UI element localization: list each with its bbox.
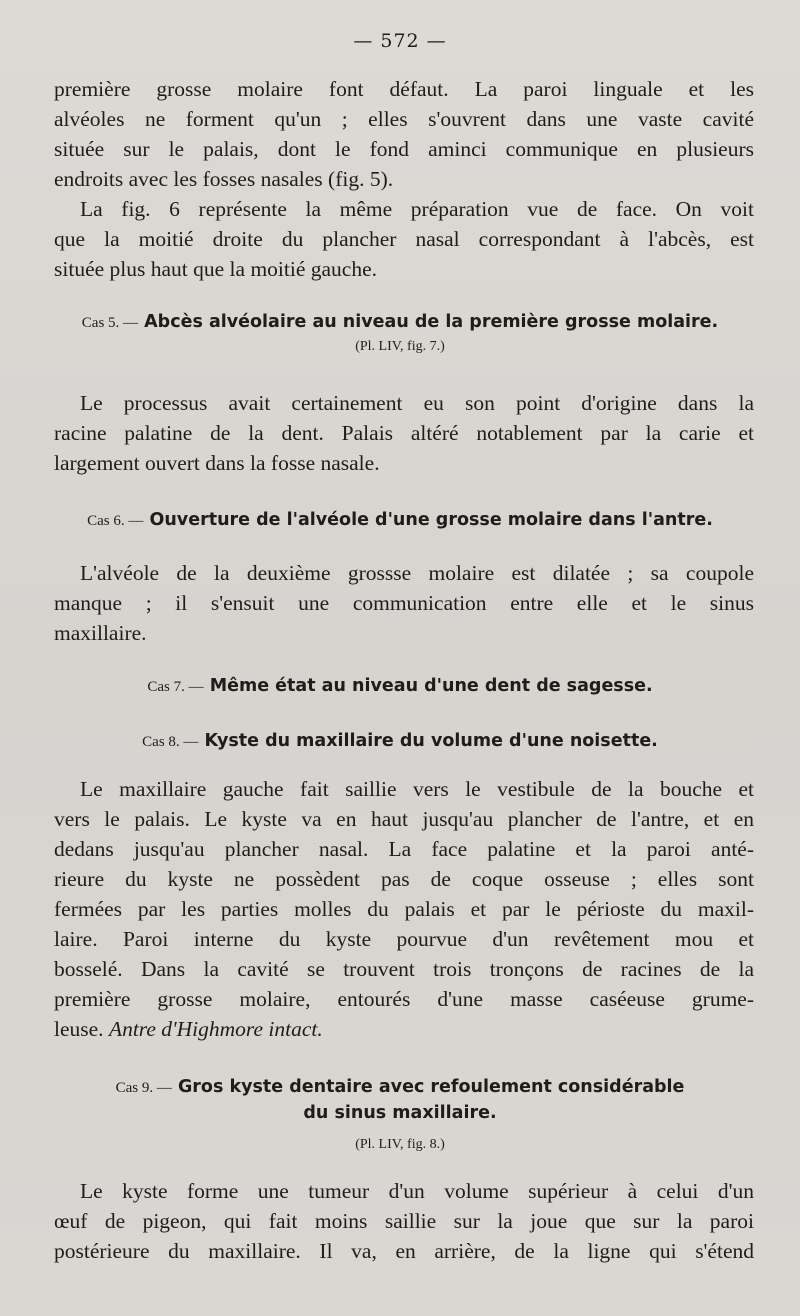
case-5-plate-ref: (Pl. LIV, fig. 7.): [355, 339, 445, 354]
text-line: Le processus avait certainement eu son point d'origine dans la: [80, 391, 754, 415]
paragraph-3: [54, 388, 754, 478]
case-title: Même état au niveau d'une dent de sagesse.: [209, 676, 653, 696]
italic-text: Antre d'Highmore intact.: [108, 1017, 323, 1041]
text-line: située plus haut que la moitié gauche.: [54, 257, 378, 281]
text-line: bosselé. Dans la cavité se trouvent trois tronçons de racines de la: [54, 957, 754, 981]
text-line: racine palatine de la dent. Palais altéré notablement par la carie et: [54, 421, 754, 445]
text-line: Le kyste forme une tumeur d'un volume supérieur à celui d'un: [80, 1179, 754, 1203]
page-number: — 572 —: [353, 30, 447, 52]
text-line: fermées par les parties molles du palais et par le périoste du maxil-: [54, 897, 754, 921]
case-label: Cas 6. —: [87, 513, 144, 529]
text-line: postérieure du maxillaire. Il va, en arrière, de la ligne qui s'étend: [54, 1239, 754, 1263]
text-line: laire. Paroi interne du kyste pourvue d'un revêtement mou et: [54, 927, 754, 951]
case-6-heading: [0, 508, 800, 533]
case-7-heading: [0, 674, 800, 699]
text-line: [54, 1014, 754, 1044]
text-line: Le maxillaire gauche fait saillie vers le vestibule de la bouche et: [80, 777, 754, 801]
paragraph-1: [54, 74, 754, 194]
text-line: endroits avec les fosses nasales (fig. 5).: [54, 167, 394, 191]
case-title: Gros kyste dentaire avec refoulement considérable: [177, 1077, 685, 1097]
case-8-heading: [0, 729, 800, 754]
paragraph-4: [54, 558, 754, 648]
text-line: première grosse molaire, entourés d'une masse caséeuse grume-: [54, 987, 754, 1011]
text-line: rieure du kyste ne possèdent pas de coque osseuse ; elles sont: [54, 867, 754, 891]
paragraph-2: [54, 194, 754, 284]
case-9-heading-line-2: du sinus maxillaire.: [303, 1103, 497, 1123]
text-line: L'alvéole de la deuxième grossse molaire est dilatée ; sa coupole: [80, 561, 754, 585]
case-title: Kyste du maxillaire du volume d'une noisette.: [204, 731, 658, 751]
text-line: dedans jusqu'au plancher nasal. La face palatine et la paroi anté-: [54, 837, 754, 861]
case-label: Cas 8. —: [142, 734, 199, 750]
text-line: maxillaire.: [54, 621, 147, 645]
case-label: Cas 9. —: [115, 1080, 172, 1096]
case-label: Cas 7. —: [147, 679, 204, 695]
case-title: Ouverture de l'alvéole d'une grosse molaire dans l'antre.: [149, 510, 713, 530]
text-fragment: leuse.: [54, 1017, 104, 1041]
case-9-heading: [0, 1075, 800, 1100]
text-line: vers le palais. Le kyste va en haut jusqu'au plancher de l'antre, et en: [54, 807, 754, 831]
text-line: alvéoles ne forment qu'un ; elles s'ouvrent dans une vaste cavité: [54, 107, 754, 131]
paragraph-6: [54, 1176, 754, 1266]
paragraph-5: [54, 774, 754, 1044]
case-title: Abcès alvéolaire au niveau de la première grosse molaire.: [144, 312, 719, 332]
text-line: La fig. 6 représente la même préparation vue de face. On voit: [80, 197, 754, 221]
text-line: œuf de pigeon, qui fait moins saillie sur la joue que sur la paroi: [54, 1209, 754, 1233]
text-line: largement ouvert dans la fosse nasale.: [54, 451, 380, 475]
case-9-plate-ref: (Pl. LIV, fig. 8.): [355, 1137, 445, 1152]
text-line: située sur le palais, dont le fond aminci communique en plusieurs: [54, 137, 754, 161]
case-5-heading: [0, 310, 800, 335]
text-line: manque ; il s'ensuit une communication entre elle et le sinus: [54, 591, 754, 615]
text-line: première grosse molaire font défaut. La paroi linguale et les: [54, 77, 754, 101]
case-label: Cas 5. —: [81, 315, 139, 331]
text-line: que la moitié droite du plancher nasal correspondant à l'abcès, est: [54, 227, 754, 251]
